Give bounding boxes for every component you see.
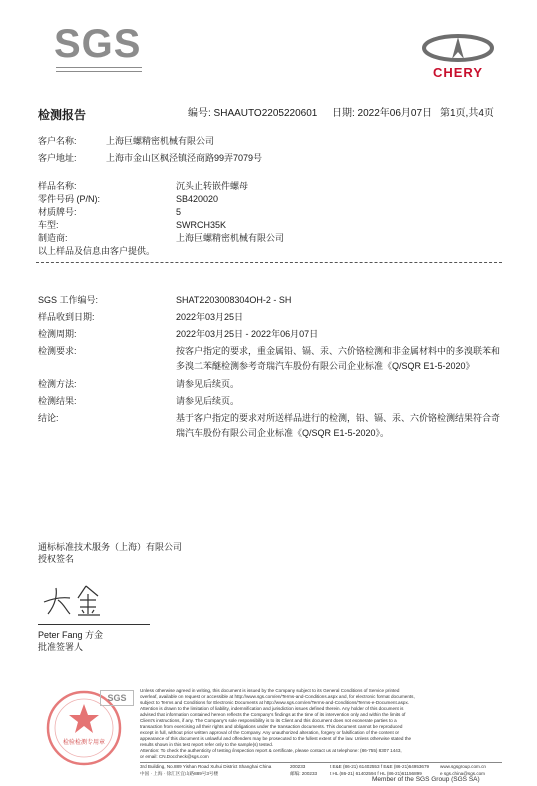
divider-line (36, 262, 502, 263)
disclaimer-line: transaction from exercising all their rights and obligations under the transaction documents. This document cannot be reproduced (140, 724, 403, 729)
seal-text: 检验检测专用章 (62, 740, 105, 746)
disclaimer-line: subject to Terms and Conditions for Electronic Documents at http://www.sgs.com/en/Terms-and-Conditions/Terms-e-Document.aspx. (140, 700, 410, 705)
disclaimer-line: appearance of this document is unlawful and offenders may be prosecuted to the fullest extent of the law. Unless otherwise stated the (140, 736, 412, 741)
received-date-value: 2022年03月25日 (176, 312, 244, 322)
report-date: 日期: 2022年06月07日 (332, 108, 433, 119)
disclaimer-line: overleaf, available on request or accessible at http://www.sgs.com/en/Terms-and-Conditions.aspx and, for electronic format documents, (140, 694, 415, 699)
page-title: 检测报告 (38, 108, 87, 122)
client-name-label: 客户名称: (38, 136, 77, 146)
email: e sgs.china@sgs.com (440, 771, 486, 776)
material-grade-value: 5 (176, 207, 182, 217)
vehicle-model-label: 车型: (38, 220, 59, 230)
disclaimer-line: results shown in this test report refer only to the sample(s) tested. (140, 742, 274, 747)
received-date-label: 样品收到日期: (38, 312, 95, 322)
disclaimer-line: Client's instructions, if any. The Company's sole responsibility is to its Client and this document does not exonerate parties to a (140, 718, 397, 723)
test-requirement-line-1: 按客户指定的要求，重金属铅、镉、汞、六价铬检测和非金属材料中的多溴联苯和 (176, 346, 501, 356)
website: www.sgsgroup.com.cn (440, 764, 486, 769)
client-name-value: 上海巨螺精密机械有限公司 (106, 136, 215, 146)
disclaimer-line: Unless otherwise agreed in writing, this document is issued by the Company subject to its General Conditions of Service printed (140, 688, 400, 693)
attention-line: Attention: To check the authenticity of testing /inspection report & certificate, please contact us at telephone: (86-755) 8307 1443, (140, 748, 402, 753)
job-number-label: SGS 工作编号: (38, 295, 99, 305)
report-number: 编号: SHAAUTO2205220601 (188, 108, 318, 119)
phone-en: t E&E (86-21) 61402553 f E&E (86-21)64953679 (330, 764, 430, 769)
signatory-name: Peter Fang 方金 (38, 630, 104, 640)
sgs-logo-text: SGS (54, 22, 142, 66)
test-results-label: 检测结果: (38, 396, 77, 406)
footer-sgs-mark-text: SGS (107, 693, 127, 703)
disclaimer-line: Attention is drawn to the limitation of liability, indemnification and jurisdiction issues defined therein. Any holder of this document is (140, 706, 404, 711)
member-statement: Member of the SGS Group (SGS SA) (372, 776, 480, 783)
sample-name-label: 样品名称: (38, 181, 77, 191)
client-address-value: 上海市金山区枫泾镇泾商路99弄7079号 (106, 153, 263, 163)
test-period-value: 2022年03月25日 - 2022年06月07日 (176, 329, 319, 339)
part-number-label: 零件号码 (P/N): (38, 194, 100, 204)
sgs-logo-bars (56, 67, 142, 72)
conclusion-line-1: 基于客户指定的要求对所送样品进行的检测，铅、镉、汞、六价铬检测结果符合奇 (176, 413, 501, 423)
phone-cn: t HL (86-21) 61402594 f HL (86-21)61156899 (330, 771, 422, 776)
conclusion-line-2: 瑞汽车股份有限公司企业标准《Q/SQR E1-5-2020》。 (176, 428, 390, 438)
handwritten-signature (40, 580, 130, 620)
footer-divider (140, 762, 502, 763)
test-method-label: 检测方法: (38, 379, 77, 389)
chery-logo (418, 34, 498, 84)
footer-sgs-mark (100, 690, 134, 706)
client-address-label: 客户地址: (38, 153, 77, 163)
chery-wordmark: CHERY (432, 65, 484, 80)
address-cn: 中国 · 上海 · 徐汇区宜山路889号3号楼 (140, 771, 219, 776)
postcode-cn: 邮编: 200233 (290, 771, 318, 776)
manufacturer-value: 上海巨螺精密机械有限公司 (176, 233, 285, 243)
page-number: 第1页,共4页 (440, 108, 494, 119)
address-en: 3rd Building, No.889 Yishan Road Xuhui District Shanghai China (140, 764, 272, 769)
test-period-label: 检测周期: (38, 329, 77, 339)
authorized-signature-label: 授权签名 (38, 554, 75, 564)
chery-emblem-icon (422, 34, 494, 62)
test-results-value: 请参见后续页。 (176, 396, 240, 406)
attention-email-line: or email: CN.Doccheck@sgs.com (140, 754, 209, 759)
disclaimer-line: advised that information contained hereon reflects the Company's findings at the time of its intervention only and within the limits of (140, 712, 406, 717)
disclaimer-block (140, 688, 415, 760)
disclaimer-line: except in full, without prior written approval of the Company. Any unauthorized alteration, forgery or falsification of the content or (140, 730, 400, 735)
test-method-value: 请参见后续页。 (176, 379, 240, 389)
test-requirement-line-2: 多溴二苯醚检测参考奇瑞汽车股份有限公司企业标准《Q/SQR E1-5-2020》 (176, 361, 475, 371)
vehicle-model-value: SWRCH35K (176, 220, 227, 230)
material-grade-label: 材质牌号: (38, 207, 77, 217)
issuing-company: 通标标准技术服务（上海）有限公司 (38, 542, 183, 552)
conclusion-label: 结论: (38, 413, 59, 423)
test-requirement-label: 检测要求: (38, 346, 77, 356)
job-number-value: SHAT2203008304OH-2 - SH (176, 295, 292, 305)
sample-name-value: 沉头止转嵌件螺母 (176, 181, 249, 191)
postcode-en: 200233 (290, 764, 306, 769)
signature-line (38, 624, 150, 625)
part-number-value: SB420020 (176, 194, 219, 204)
sgs-logo (54, 22, 144, 72)
sample-note: 以上样品及信息由客户提供。 (38, 246, 156, 256)
manufacturer-label: 制造商: (38, 233, 68, 243)
signatory-role: 批准签署人 (38, 642, 84, 652)
